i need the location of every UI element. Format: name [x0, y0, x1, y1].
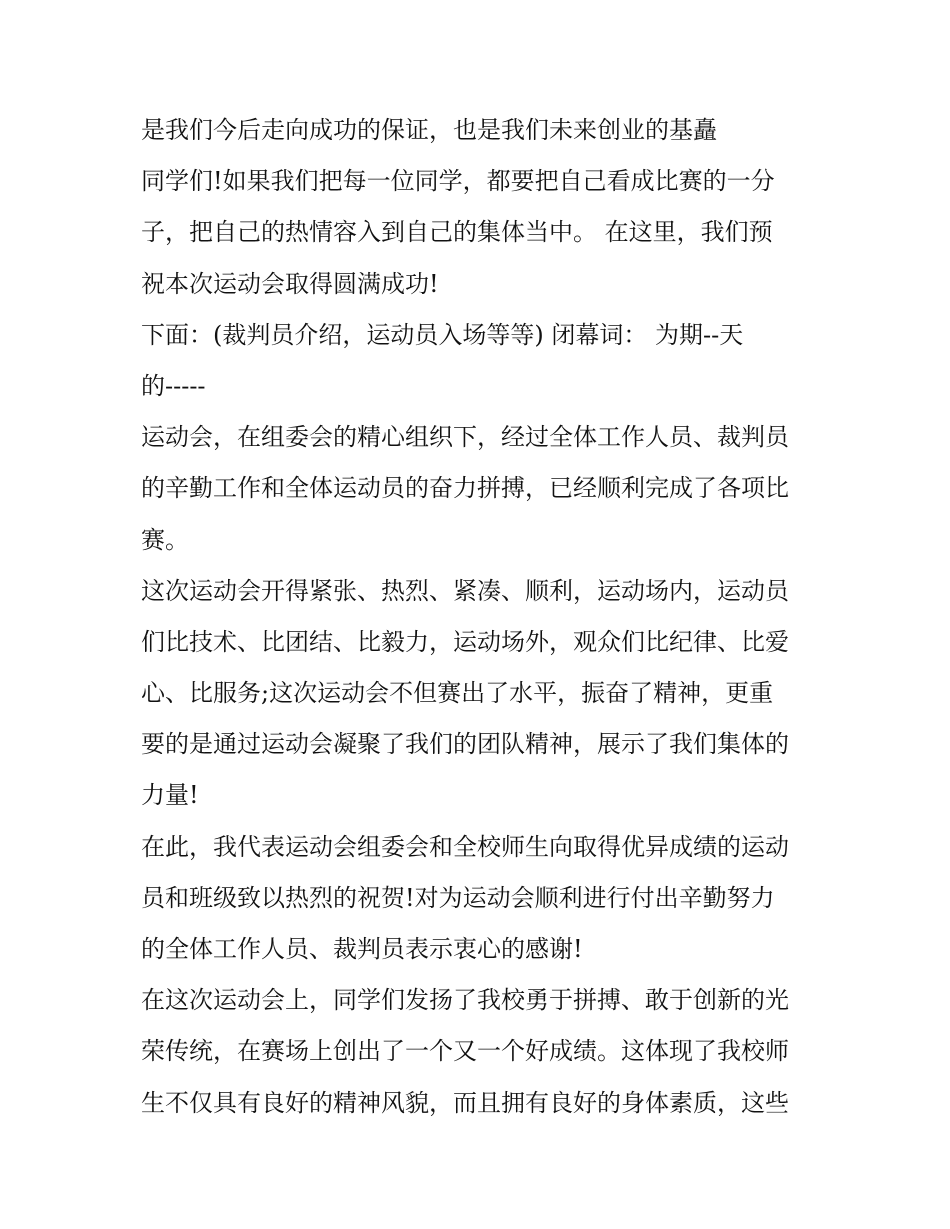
text-line: 是我们今后走向成功的保证，也是我们未来创业的基矗 [141, 116, 717, 144]
body-text [141, 110, 821, 1134]
text-line: 子，把自己的热情容入到自己的集体当中。 在这里，我们预 [141, 218, 773, 247]
text-line: 赛。 [141, 525, 189, 554]
text-line: 力量! [141, 781, 199, 810]
text-line: 这次运动会开得紧张、热烈、紧凑、顺利，运动场内，运动员 [141, 576, 789, 605]
text-line: 生不仅具有良好的精神风貌，而且拥有良好的身体素质，这些 [141, 1088, 789, 1117]
text-line: 在这次运动会上，同学们发扬了我校勇于拼搏、敢于创新的光 [141, 986, 789, 1015]
text-line: 在此，我代表运动会组委会和全校师生向取得优异成绩的运动 [141, 832, 789, 861]
text-line: 荣传统，在赛场上创出了一个又一个好成绩。这体现了我校师 [141, 1037, 789, 1066]
text-line: 的----- [141, 371, 206, 400]
text-line: 同学们!如果我们把每一位同学，都要把自己看成比赛的一分 [141, 167, 775, 196]
text-line: 祝本次运动会取得圆满成功! [141, 269, 439, 298]
text-line: 心、比服务;这次运动会不但赛出了水平，振奋了精神，更重 [141, 679, 774, 708]
text-line: 们比技术、比团结、比毅力，运动场外，观众们比纪律、比爱 [141, 627, 789, 656]
text-line: 运动会，在组委会的精心组织下，经过全体工作人员、裁判员 [141, 423, 789, 452]
text-line: 下面：(裁判员介绍，运动员入场等等) 闭幕词： 为期--天 [141, 320, 744, 349]
text-line: 的辛勤工作和全体运动员的奋力拼搏，已经顺利完成了各项比 [141, 474, 789, 503]
text-line: 要的是通过运动会凝聚了我们的团队精神，展示了我们集体的 [141, 730, 789, 759]
text-line: 员和班级致以热烈的祝贺!对为运动会顺利进行付出辛勤努力 [141, 883, 775, 912]
text-line: 的全体工作人员、裁判员表示衷心的感谢! [141, 935, 583, 963]
